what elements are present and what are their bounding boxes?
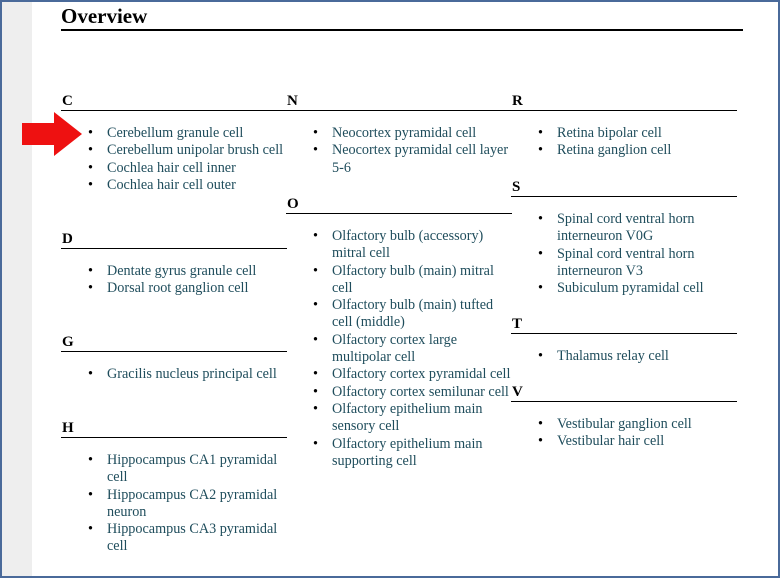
section-heading: G xyxy=(61,333,287,352)
list-item-link[interactable]: • Thalamus relay cell xyxy=(511,348,737,365)
link-list xyxy=(286,125,512,177)
list-item-link[interactable]: • Cerebellum granule cell xyxy=(61,125,287,142)
list-item-link[interactable]: • Neocortex pyramidal cell layer 5-6 xyxy=(286,142,512,177)
list-item-link[interactable]: • Hippocampus CA3 pyramidal cell xyxy=(61,521,287,556)
list-item-link[interactable]: • Olfactory cortex pyramidal cell xyxy=(286,366,512,383)
link-list xyxy=(61,125,287,194)
list-item-link[interactable]: • Olfactory epithelium main sensory cell xyxy=(286,401,512,436)
list-item-link[interactable]: • Retina ganglion cell xyxy=(511,142,737,159)
list-item-link[interactable]: • Olfactory bulb (main) mitral cell xyxy=(286,263,512,298)
list-item-link[interactable]: • Cerebellum unipolar brush cell xyxy=(61,142,287,159)
section-heading: R xyxy=(511,92,737,111)
link-list xyxy=(61,452,287,556)
list-item-link[interactable]: • Retina bipolar cell xyxy=(511,125,737,142)
section-heading: T xyxy=(511,315,737,334)
section-r xyxy=(511,92,737,160)
section-d xyxy=(61,230,287,298)
section-heading: S xyxy=(511,178,737,197)
link-list xyxy=(511,416,737,451)
list-item-link[interactable]: • Neocortex pyramidal cell xyxy=(286,125,512,142)
section-heading: O xyxy=(286,195,512,214)
link-list xyxy=(511,211,737,297)
section-heading: V xyxy=(511,383,737,402)
section-heading: H xyxy=(61,419,287,438)
section-n xyxy=(286,92,512,177)
list-item-link[interactable]: • Olfactory epithelium main supporting cell xyxy=(286,436,512,471)
link-list xyxy=(61,263,287,298)
list-item-link[interactable]: • Cochlea hair cell outer xyxy=(61,177,287,194)
list-item-link[interactable]: • Hippocampus CA2 pyramidal neuron xyxy=(61,487,287,522)
section-heading: C xyxy=(61,92,287,111)
link-list xyxy=(61,366,287,383)
page-title: Overview xyxy=(61,3,743,31)
list-item-link[interactable]: • Cochlea hair cell inner xyxy=(61,160,287,177)
list-item-link[interactable]: • Olfactory cortex semilunar cell xyxy=(286,384,512,401)
section-h xyxy=(61,419,287,556)
list-item-link[interactable]: • Olfactory bulb (main) tufted cell (middle) xyxy=(286,297,512,332)
section-c xyxy=(61,92,287,194)
section-g xyxy=(61,333,287,383)
section-o xyxy=(286,195,512,470)
section-s xyxy=(511,178,737,297)
section-v xyxy=(511,383,737,451)
section-heading: N xyxy=(286,92,512,111)
list-item-link[interactable]: • Vestibular ganglion cell xyxy=(511,416,737,433)
list-item-link[interactable]: • Dorsal root ganglion cell xyxy=(61,280,287,297)
list-item-link[interactable]: • Vestibular hair cell xyxy=(511,433,737,450)
link-list xyxy=(511,125,737,160)
list-item-link[interactable]: • Spinal cord ventral horn interneuron V0G xyxy=(511,211,737,246)
list-item-link[interactable]: • Olfactory bulb (accessory) mitral cell xyxy=(286,228,512,263)
section-t xyxy=(511,315,737,365)
link-list xyxy=(286,228,512,470)
list-item-link[interactable]: • Subiculum pyramidal cell xyxy=(511,280,737,297)
list-item-link[interactable]: • Gracilis nucleus principal cell xyxy=(61,366,287,383)
list-item-link[interactable]: • Olfactory cortex large multipolar cell xyxy=(286,332,512,367)
list-item-link[interactable]: • Spinal cord ventral horn interneuron V3 xyxy=(511,246,737,281)
section-heading: D xyxy=(61,230,287,249)
link-list xyxy=(511,348,737,365)
left-margin-band xyxy=(2,2,32,576)
list-item-link[interactable]: • Hippocampus CA1 pyramidal cell xyxy=(61,452,287,487)
list-item-link[interactable]: • Dentate gyrus granule cell xyxy=(61,263,287,280)
